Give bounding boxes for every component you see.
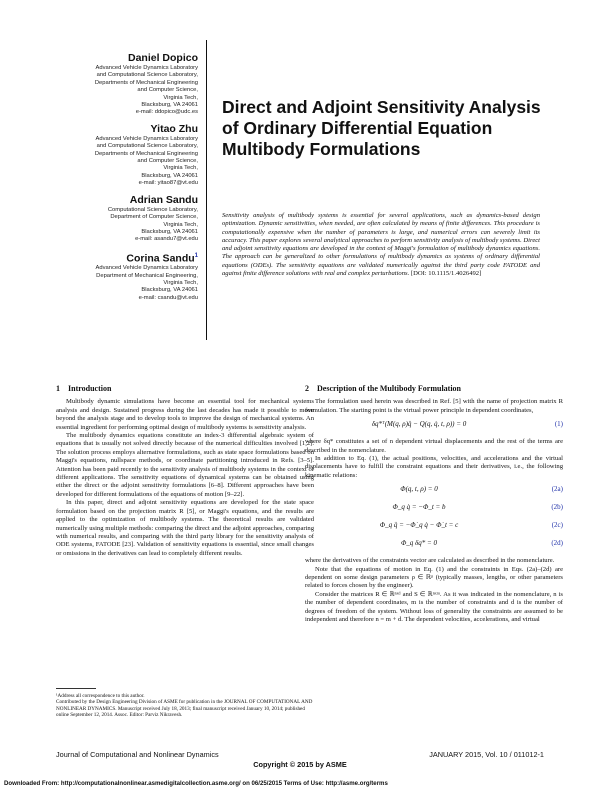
section-number: 2 — [305, 384, 309, 393]
paragraph: Consider the matrices R ∈ ℝⁿˣᵈ and S ∈ ℝⁿˣᵐ. As it was indicated in the nomenclature, n is the number of dependent coordinates, m is the number of constraints and d is the number of degrees of freedom of the system. Without loss of generality the constraints are assumed to be independent and therefore n = m + d. The dependent velocities, accelerations, and virtual — [305, 590, 563, 624]
equation-math: Φ_q q̈ = −Φ̇_q q̇ − Φ̇_t = c — [379, 521, 459, 530]
equation-number: (2c) — [551, 521, 563, 530]
column-left — [56, 385, 314, 558]
paragraph: In this paper, direct and adjoint sensitivity equations are developed for the state space formulation based on the projection matrix R [5], or Maggi's equations, and the results are applied to the optimization of multibody systems. The theoretical results are validated numerically using multiple methods: comparing the direct and the adjoint approaches, comparing with numerical results, and comparing with the third party library for the sensitivity analysis of ODE systems, FATODE [23]. Validation of sensitivity equations is essential, since small changes or omissions in the derivatives can lead to completely different results. — [56, 499, 314, 557]
column-right — [305, 385, 563, 625]
author-affiliation: Departments of Mechanical Engineering — [94, 79, 198, 86]
author-affiliation: Virginia Tech, — [163, 94, 198, 101]
journal-name: Journal of Computational and Nonlinear Dynamics — [56, 750, 219, 759]
author-email[interactable]: e-mail: csandu@vt.edu — [138, 294, 198, 301]
equation — [305, 420, 563, 433]
author-affiliation: Virginia Tech, — [163, 165, 198, 172]
author-email[interactable]: e-mail: asandu7@vt.edu — [135, 236, 198, 243]
author-email[interactable]: e-mail: yitao87@vt.edu — [138, 180, 198, 187]
author-affiliation: and Computer Science, — [137, 158, 198, 165]
equation — [305, 521, 563, 534]
author-affiliation: Blacksburg, VA 24061 — [141, 287, 198, 294]
author-affiliation: Virginia Tech, — [163, 221, 198, 228]
equation — [305, 485, 563, 498]
equation-number: (2b) — [551, 503, 563, 512]
equation-math: Φ(q, t, ρ) = 0 — [400, 485, 438, 494]
equation — [305, 539, 563, 552]
footnote — [56, 688, 314, 719]
paragraph: Multibody dynamic simulations have become an essential tool for mechanical systems analysis and design. Sustained progress during the last decades has made it possible to move beyond the analysis stage and to develop tools to improve the design of mechanical systems. An essential ingredient for performing optimal design of multibody systems is sensitivity analysis. — [56, 398, 314, 431]
author-footnote-mark: 1 — [194, 252, 198, 259]
footnote-line: Contributed by the Design Engineering Division of ASME for publication in the JOURNAL OF COMPUTATIONAL AND NONLINEAR DYNAMICS. Manuscript received July 18, 2013; final manuscript received January 10, 2014; published online September 12, 2014. Assoc. Editor: Parviz Nikravesh. — [56, 699, 313, 719]
author-block — [20, 250, 198, 303]
author-list — [20, 52, 198, 308]
paragraph: In addition to Eq. (1), the actual positions, velocities, and accelerations and the virtual displacements have to fulfill the constraint equations and their derivatives, i.e., the following kinematic relations: — [305, 455, 563, 479]
section-number: 1 — [56, 384, 60, 393]
section-heading-introduction — [56, 385, 314, 393]
author-affiliation: and Computational Science Laboratory, — [96, 143, 198, 150]
author-affiliation: Department of Mechanical Engineering, — [96, 272, 198, 279]
equation — [305, 503, 563, 516]
paragraph: where δq* constitutes a set of n dependent virtual displacements and the rest of the terms are described in the nomenclature. — [305, 438, 563, 454]
author-name: Yitao Zhu — [150, 122, 198, 135]
equation-math: δq*ᵀ(M(q, ρ)q̈ − Q(q, q̇, t, ρ)) = 0 — [371, 420, 467, 429]
paragraph: where the derivatives of the constraints vector are calculated as described in the nomenclature. — [305, 557, 555, 565]
doi: [DOI: 10.1115/1.4026492] — [410, 270, 482, 278]
equation-number: (2a) — [551, 485, 563, 494]
author-name: Adrian Sandu — [129, 193, 198, 206]
footnote-rule — [56, 688, 96, 689]
author-affiliation: and Computational Science Laboratory, — [96, 72, 198, 79]
equation-math: Φ_q δq* = 0 — [400, 539, 438, 548]
equation-number: (2d) — [551, 539, 563, 548]
section-title: Introduction — [68, 384, 112, 393]
section-heading-formulation — [305, 385, 563, 393]
author-name: Corina Sandu — [126, 252, 195, 265]
author-affiliation: Advanced Vehicle Dynamics Laboratory — [95, 135, 198, 142]
author-affiliation: Virginia Tech, — [163, 280, 198, 287]
paragraph: The formulation used herein was described in Ref. [5] with the name of projection matrix R formulation. The starting point is the virtual power principle in dependent coordinates, — [305, 398, 563, 414]
issue-page: JANUARY 2015, Vol. 10 / 011012-1 — [429, 750, 544, 759]
paper-title: Direct and Adjoint Sensitivity Analysis of Ordinary Differential Equation Multibody Formulations — [222, 97, 541, 159]
author-affiliation: Department of Computer Science, — [110, 214, 198, 221]
author-name: Daniel Dopico — [127, 52, 198, 64]
abstract — [222, 212, 540, 278]
paragraph: Note that the equations of motion in Eq. (1) and the constraints in Eqs. (2a)–(2d) are dependent on some design parameters ρ ∈ ℝᵖ (typically masses, lengths, or other parameters related to forces chosen by the engineer). — [305, 565, 563, 590]
footnote-line: ¹Address all correspondence to this author. — [56, 692, 145, 699]
author-affiliation: Blacksburg, VA 24061 — [141, 172, 198, 179]
paragraph: The multibody dynamics equations constitute an index-3 differential algebraic system of equations that is usually not solved directly because of the numerical difficulties involved [1,2]. The solution process employs alternative formulations, such as state space formulations based on Maggi's equations, nullspace methods, or coordinate partitioning introduced in Refs. [3–5]. Attention has been paid recently to the sensitivity analysis of multibody systems in the context of different applications. The sensitivity equations of dynamical systems can be obtained using either the direct or the adjoint sensitivity formulations [6–8]. Different approaches have been developed for different formulations of the equations of motion [9–22]. — [56, 432, 314, 498]
author-name-line — [20, 250, 198, 266]
author-block — [20, 123, 198, 188]
title-divider — [206, 40, 207, 340]
author-block — [20, 52, 198, 117]
equation-math: Φ_q q̇ = −Φ_t = b — [392, 503, 446, 512]
author-block — [20, 194, 198, 244]
author-affiliation: Blacksburg, VA 24061 — [141, 228, 198, 235]
section-title: Description of the Multibody Formulation — [317, 384, 461, 393]
equation-number: (1) — [554, 420, 563, 429]
author-email[interactable]: e-mail: ddopico@udc.es — [135, 109, 198, 116]
author-affiliation: Advanced Vehicle Dynamics Laboratory — [95, 265, 198, 272]
author-affiliation: and Computer Science, — [137, 87, 198, 94]
author-affiliation: Advanced Vehicle Dynamics Laboratory — [95, 65, 198, 71]
abstract-text: Sensitivity analysis of multibody systems is essential for several applications, such as dynamics-based design optimization. Dynamic sensitivities, when needed, are often calculated by means of finite differences. This procedure is computationally expensive when the number of parameters is large, and numerical errors can severely limit its accuracy. This paper explores several analytical approaches to perform sensitivity analysis of multibody systems. Direct and adjoint sensitivity equations are developed in the context of Maggi's formulation of multibody dynamics equations. The approach can be generalized to other formulations of multibody dynamics as systems of ordinary differential equations (ODEs). The sensitivity equations are validated numerically against the third party code FATODE and against finite difference solutions with real and complex perturbations. — [222, 212, 540, 278]
download-notice[interactable]: Downloaded From: http://computationalnonlinear.asmedigitalcollection.asme.org/ on 06/25/2015 Terms of Use: http://asme.org/terms — [4, 780, 388, 787]
author-affiliation: Departments of Mechanical Engineering — [94, 150, 198, 157]
author-affiliation: Computational Science Laboratory, — [107, 206, 198, 213]
copyright: Copyright © 2015 by ASME — [253, 760, 347, 769]
author-affiliation: Blacksburg, VA 24061 — [141, 102, 198, 109]
